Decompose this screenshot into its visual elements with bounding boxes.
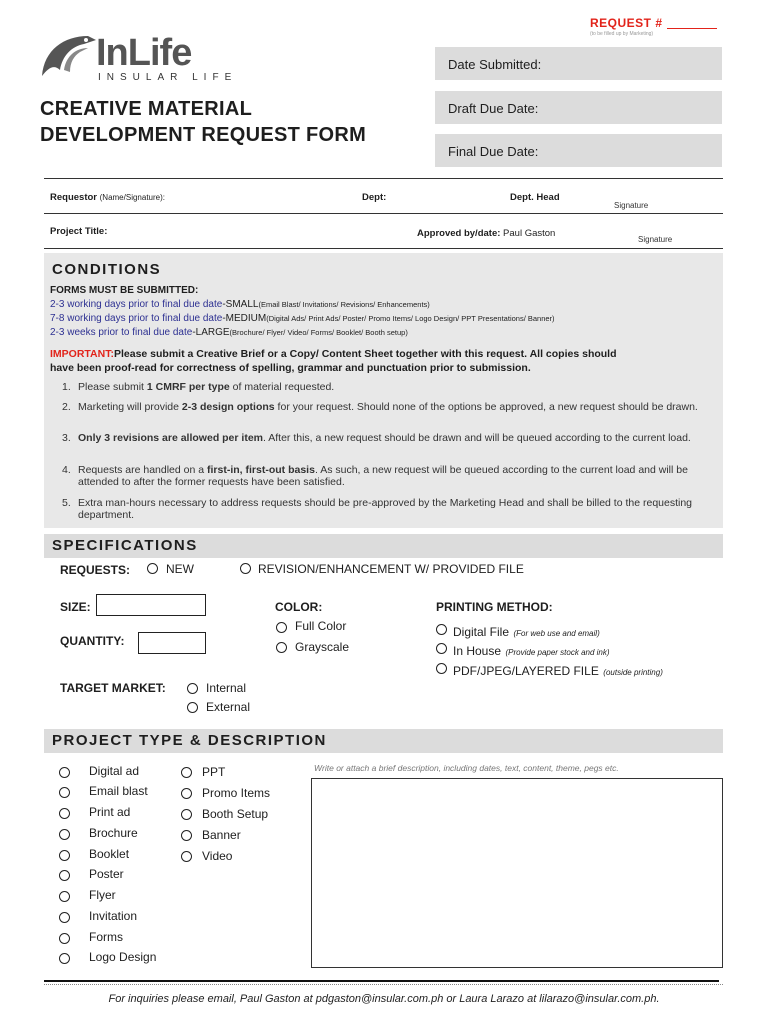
note-item <box>62 432 712 444</box>
note-emphasis: 2-3 design options <box>181 401 275 413</box>
rule-timing: 2-3 working days prior to final due date <box>50 299 223 310</box>
project-type-radio[interactable] <box>59 767 70 778</box>
project-type-radio[interactable] <box>181 830 192 841</box>
project-type-option: PPT <box>202 765 226 779</box>
target-option: External <box>206 700 251 714</box>
printing-option-name: PDF/JPEG/LAYERED FILE <box>453 664 599 678</box>
project-type-radio[interactable] <box>181 851 192 862</box>
printing-option-note: (For web use and email) <box>513 629 600 638</box>
project-type-radio[interactable] <box>59 953 70 964</box>
requestor-hint: (Name/Signature): <box>99 193 165 202</box>
project-type-option: Booklet <box>89 847 130 861</box>
printing-digital-radio[interactable] <box>436 624 447 635</box>
conditions-heading: CONDITIONS <box>52 261 162 278</box>
project-type-option: Print ad <box>89 805 131 819</box>
printing-option-name: In House <box>453 644 502 658</box>
project-type-option: Banner <box>202 828 241 842</box>
footer-divider <box>44 980 719 982</box>
rule-size: -SMALL <box>222 299 259 310</box>
dept-field[interactable]: Dept: <box>362 192 387 203</box>
divider <box>44 248 723 249</box>
note-number: 2. <box>62 401 71 413</box>
note-item <box>62 497 712 521</box>
quantity-label: QUANTITY: <box>60 634 125 648</box>
description-hint: Write or attach a brief description, including dates, text, content, theme, pegs etc. <box>314 763 619 773</box>
note-emphasis: 1 CMRF per type <box>146 381 230 393</box>
important-note <box>50 348 617 360</box>
project-type-option: Forms <box>89 930 123 944</box>
note-text: for your request. Should none of the options be approved, a new request should be drawn. <box>274 401 698 413</box>
project-type-option: Email blast <box>89 784 148 798</box>
divider <box>44 213 723 214</box>
printing-inhouse-radio[interactable] <box>436 643 447 654</box>
note-text: . After this, a new request should be drawn and will be queued according to the current load. <box>263 432 691 444</box>
printing-option <box>453 662 663 680</box>
project-type-option: Video <box>202 849 233 863</box>
specifications-heading: SPECIFICATIONS <box>44 534 723 558</box>
requestor-field[interactable] <box>50 192 165 203</box>
target-market-label: TARGET MARKET: <box>60 681 166 695</box>
rule-detail: (Email Blast/ Invitations/ Revisions/ Enhancements) <box>258 300 430 309</box>
approver-name: Paul Gaston <box>503 228 556 239</box>
printing-method-label: PRINTING METHOD: <box>436 600 553 614</box>
approved-by-field[interactable] <box>417 228 555 239</box>
printing-option-name: Digital File <box>453 625 510 639</box>
note-number: 1. <box>62 381 71 393</box>
note-text: Requests are handled on a <box>78 464 208 476</box>
brand-subtitle: INSULAR LIFE <box>98 72 238 83</box>
rule-timing: 2-3 weeks prior to final due date <box>50 327 193 338</box>
note-text: Extra man-hours necessary to address requests should be pre-approved by the Marketing Head and shall be billed to the requesting department. <box>78 497 693 521</box>
brand-wordmark: InLife <box>96 32 192 74</box>
form-title-line2: DEVELOPMENT REQUEST FORM <box>40 124 367 146</box>
note-text: . As such, a new request will be queued according to the current load and will be attended to after the former requests have been satisfied. <box>78 464 688 488</box>
printing-option-note: (outside printing) <box>603 668 663 677</box>
quantity-input[interactable] <box>138 632 206 654</box>
project-type-radio[interactable] <box>59 891 70 902</box>
color-label: COLOR: <box>275 600 323 614</box>
request-new-label: NEW <box>166 562 194 576</box>
printing-option <box>453 623 600 641</box>
request-number-blank[interactable] <box>667 28 717 29</box>
request-new-radio[interactable] <box>147 563 158 574</box>
important-note-line2: have been proof-read for correctness of spelling, grammar and punctuation prior to submission. <box>50 362 531 374</box>
note-item <box>62 401 702 413</box>
project-type-option: Flyer <box>89 888 116 902</box>
request-note: (to be filled up by Marketing) <box>590 31 654 37</box>
requests-label: REQUESTS: <box>60 563 131 577</box>
rule-timing: 7-8 working days prior to final due date <box>50 313 223 324</box>
project-type-radio[interactable] <box>59 787 70 798</box>
project-type-radio[interactable] <box>59 808 70 819</box>
size-label: SIZE: <box>60 600 91 614</box>
note-number: 5. <box>62 497 71 509</box>
important-label: IMPORTANT: <box>50 348 114 360</box>
project-type-radio[interactable] <box>59 933 70 944</box>
project-type-radio[interactable] <box>59 912 70 923</box>
note-number: 3. <box>62 432 71 444</box>
must-submit-label: FORMS MUST BE SUBMITTED: <box>50 285 199 296</box>
note-emphasis: Only 3 revisions are allowed per item <box>78 432 263 444</box>
important-text: Please submit a Creative Brief or a Copy/ Content Sheet together with this request. All copies should <box>113 348 617 360</box>
project-type-radio[interactable] <box>59 829 70 840</box>
footer-dotted-divider <box>44 984 723 985</box>
target-option: Internal <box>206 681 247 695</box>
color-option: Grayscale <box>295 640 350 654</box>
size-input[interactable] <box>96 594 206 616</box>
note-text: Please submit <box>78 381 147 393</box>
color-option: Full Color <box>295 619 347 633</box>
rule-detail: (Digital Ads/ Print Ads/ Poster/ Promo Items/ Logo Design/ PPT Presentations/ Banner) <box>266 314 555 323</box>
color-full-radio[interactable] <box>276 622 287 633</box>
request-revision-label: REVISION/ENHANCEMENT W/ PROVIDED FILE <box>258 562 524 576</box>
printing-pdf-radio[interactable] <box>436 663 447 674</box>
project-type-option: Poster <box>89 867 124 881</box>
color-grayscale-radio[interactable] <box>276 642 287 653</box>
printing-option-note: (Provide paper stock and ink) <box>505 648 610 657</box>
rule-small <box>50 299 430 310</box>
project-type-option: Brochure <box>89 826 138 840</box>
date-submitted-field[interactable]: Date Submitted: <box>435 47 722 80</box>
request-number <box>590 16 717 30</box>
project-type-radio[interactable] <box>59 870 70 881</box>
dept-head-field[interactable]: Dept. Head <box>510 192 560 203</box>
project-type-radio[interactable] <box>181 788 192 799</box>
note-number: 4. <box>62 464 71 476</box>
note-emphasis: first-in, first-out basis <box>207 464 315 476</box>
divider <box>44 178 723 179</box>
project-type-option: Promo Items <box>202 786 271 800</box>
target-internal-radio[interactable] <box>187 683 198 694</box>
printing-option <box>453 642 610 660</box>
draft-due-date-field[interactable]: Draft Due Date: <box>435 91 722 124</box>
signature-label: Signature <box>614 201 649 210</box>
form-title-line1: CREATIVE MATERIAL <box>40 98 253 120</box>
requestor-label: Requestor <box>50 192 97 203</box>
signature-label: Signature <box>638 235 673 244</box>
eagle-logo-icon <box>38 30 98 84</box>
project-title-field[interactable]: Project Title: <box>50 226 108 237</box>
project-type-radio[interactable] <box>59 850 70 861</box>
note-item <box>62 381 712 393</box>
rule-size: -LARGE <box>192 327 230 338</box>
target-external-radio[interactable] <box>187 702 198 713</box>
rule-medium <box>50 313 555 324</box>
request-number-label: REQUEST # <box>590 16 663 30</box>
approved-by-label: Approved by/date: <box>417 228 501 239</box>
rule-size: -MEDIUM <box>222 313 267 324</box>
rule-large <box>50 327 408 338</box>
project-type-option: Invitation <box>89 909 138 923</box>
project-type-option: Digital ad <box>89 764 140 778</box>
project-type-radio[interactable] <box>181 809 192 820</box>
project-type-option: Booth Setup <box>202 807 269 821</box>
note-text: of material requested. <box>229 381 335 393</box>
description-textarea[interactable] <box>311 778 723 968</box>
note-text: Marketing will provide <box>78 401 182 413</box>
rule-detail: (Brochure/ Flyer/ Video/ Forms/ Booklet/ Booth setup) <box>229 328 408 337</box>
request-revision-radio[interactable] <box>240 563 251 574</box>
note-item <box>62 464 712 488</box>
project-type-radio[interactable] <box>181 767 192 778</box>
final-due-date-field[interactable]: Final Due Date: <box>435 134 722 167</box>
footer-contact: For inquiries please email, Paul Gaston at pdgaston@insular.com.ph or Laura Larazo at lilarazo@insular.com.ph. <box>108 993 660 1005</box>
project-type-heading: PROJECT TYPE & DESCRIPTION <box>44 729 723 753</box>
project-type-option: Logo Design <box>89 950 157 964</box>
